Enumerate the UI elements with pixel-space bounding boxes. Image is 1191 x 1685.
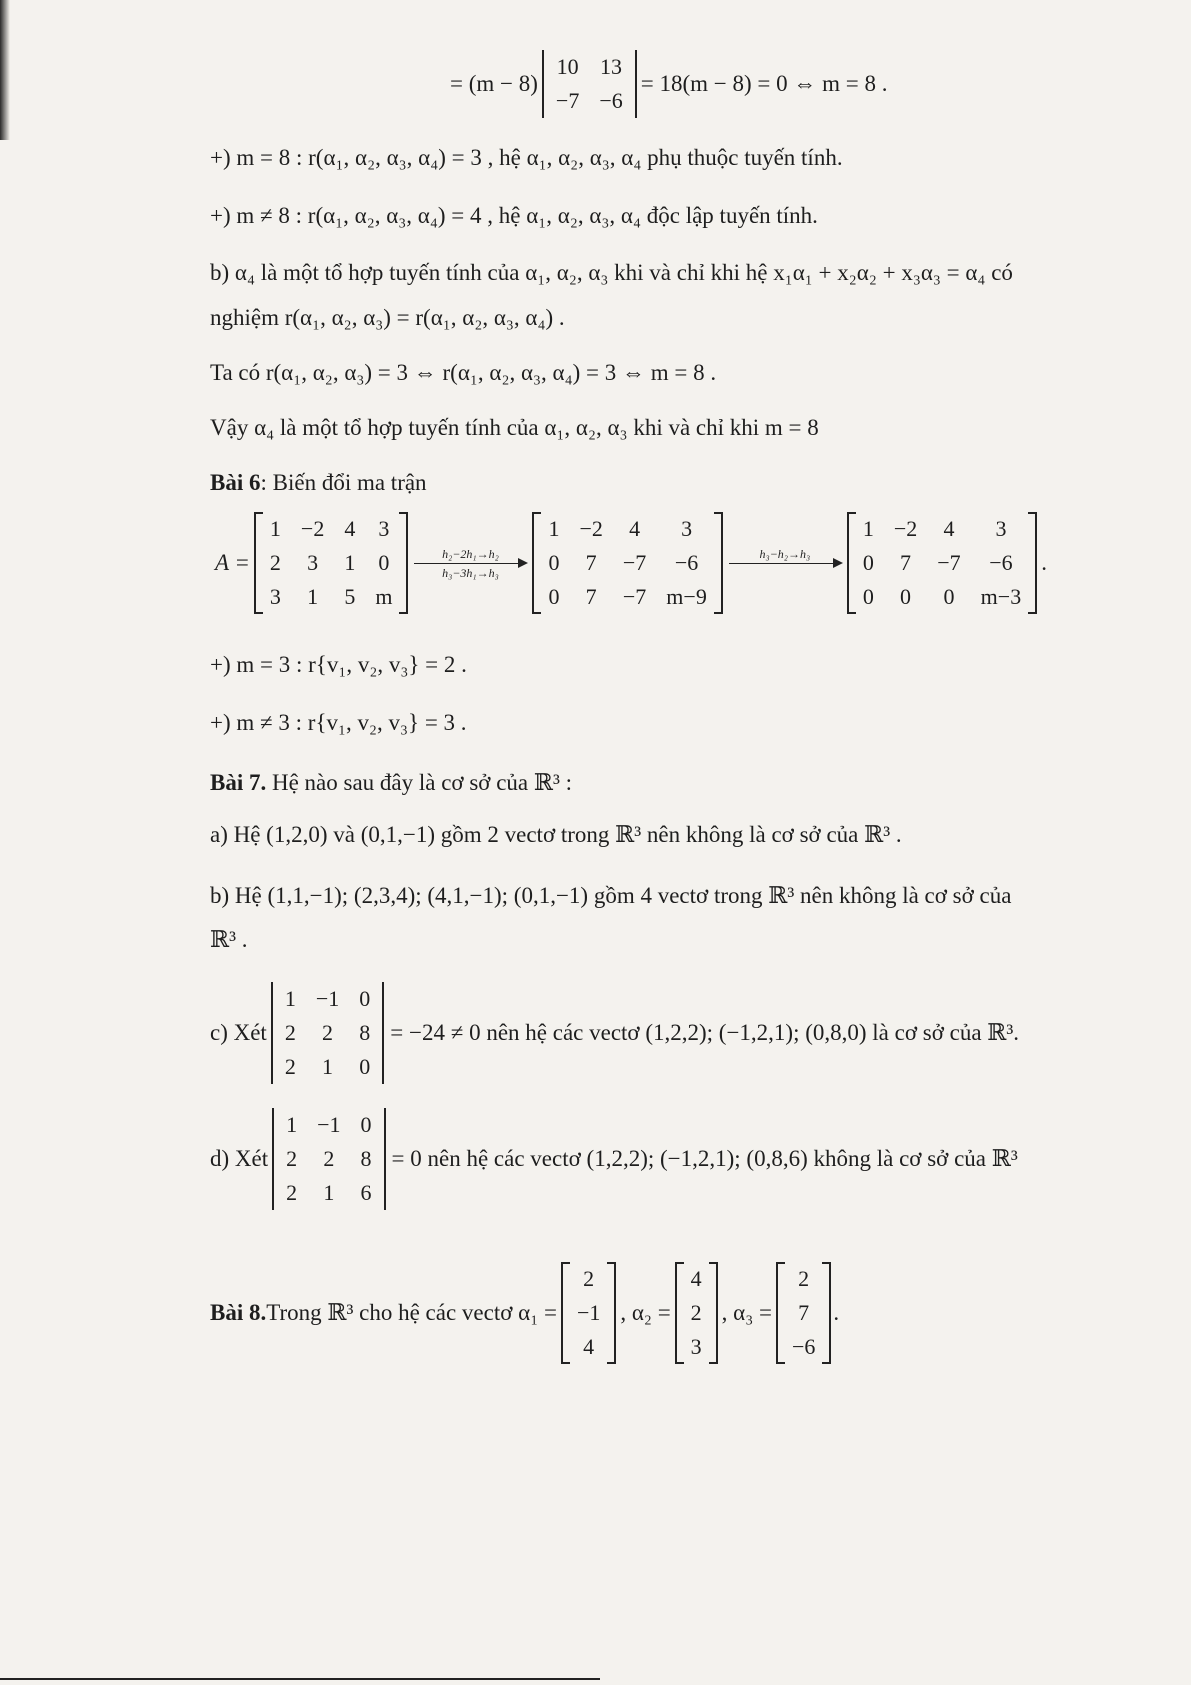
bai7-b: b) Hệ (1,1,−1); (2,3,4); (4,1,−1); (0,1,−1) gồm 4 vectơ trong ℝ³ nên không là cơ sở của xyxy=(210,883,1012,908)
matrix-row xyxy=(538,546,716,580)
bai7-title: Bài 7. xyxy=(210,770,267,795)
bai7-b-cont: ℝ³ . xyxy=(210,927,248,952)
matrix-cell: 8 xyxy=(359,1020,371,1045)
matrix-row xyxy=(782,1296,825,1330)
matrix-cell: 0 xyxy=(548,550,560,575)
matrix-a xyxy=(254,512,409,614)
matrix-cell: 7 xyxy=(585,584,597,609)
matrix-row xyxy=(260,512,403,546)
matrix-end-dot: . xyxy=(1041,550,1047,575)
matrix-cell: 7 xyxy=(585,550,597,575)
matrix-cell: 4 xyxy=(629,516,641,541)
arrow2-top-label: h₃−h₂→h₃ xyxy=(759,546,811,561)
matrix-cell: 7 xyxy=(798,1300,810,1325)
matrix-cell: 4 xyxy=(943,516,955,541)
bai6-title: Bài 6 xyxy=(210,470,261,495)
footer-rule xyxy=(0,1678,600,1680)
matrix-cell: 4 xyxy=(344,516,356,541)
bai8-end: . xyxy=(833,1300,840,1325)
matrix-cell: 0 xyxy=(359,1054,371,1079)
matrix-cell: 13 xyxy=(600,54,623,79)
matrix-cell: 1 xyxy=(323,1180,335,1205)
matrix-cell: 0 xyxy=(548,584,560,609)
bai7-text: Hệ nào sau đây là cơ sở của ℝ³ : xyxy=(266,770,573,795)
bai8-text: Trong ℝ³ cho hệ các vectơ α₁ = xyxy=(266,1300,557,1325)
matrix-row xyxy=(681,1262,712,1296)
matrix-cell: 3 xyxy=(681,516,693,541)
bai7-d xyxy=(210,1108,1018,1210)
matrix-cell: 2 xyxy=(690,1300,702,1325)
matrix-cell: 1 xyxy=(284,986,296,1011)
matrix-cell: −7 xyxy=(937,550,961,575)
matrix-cell: m xyxy=(375,584,393,609)
matrix-row xyxy=(275,1016,380,1050)
matrix-row xyxy=(782,1262,825,1296)
matrix-cell: 3 xyxy=(995,516,1007,541)
matrix-cell: 0 xyxy=(862,584,874,609)
matrix-cell: −6 xyxy=(674,550,699,575)
line-ta-co: Ta có r(α₁, α₂, α₃) = 3 ⇔ r(α₁, α₂, α₃, α₄) = 3 ⇔ m = 8 . xyxy=(210,360,717,385)
matrix-cell: 4 xyxy=(583,1334,595,1359)
matrix-row xyxy=(853,580,1031,614)
matrix-cell: 3 xyxy=(690,1334,702,1359)
matrix-cell: 2 xyxy=(284,1020,296,1045)
matrix-cell: −6 xyxy=(989,550,1013,575)
matrix-cell: −6 xyxy=(791,1334,816,1359)
matrix-cell: −7 xyxy=(622,550,647,575)
matrix-cell: −7 xyxy=(555,88,580,113)
matrix-step-3 xyxy=(847,512,1037,614)
det-c xyxy=(271,982,384,1084)
matrix-cell: 0 xyxy=(360,1112,372,1137)
line-conclusion: Vậy α₄ là một tổ hợp tuyến tính của α₁, α₂, α₃ khi và chỉ khi m = 8 xyxy=(210,415,819,440)
matrix-cell: 0 xyxy=(943,584,955,609)
matrix-row xyxy=(853,546,1031,580)
matrix-cell: 4 xyxy=(690,1266,702,1291)
matrix-row xyxy=(538,512,716,546)
det-d xyxy=(272,1108,385,1210)
matrix-row xyxy=(546,84,633,118)
matrix-cell: 1 xyxy=(862,516,874,541)
matrix-cell: −1 xyxy=(317,1112,341,1137)
line-determinant-m xyxy=(450,50,887,118)
matrix-cell: 3 xyxy=(307,550,319,575)
matrix-cell: 10 xyxy=(556,54,579,79)
bai7-a: a) Hệ (1,2,0) và (0,1,−1) gồm 2 vectơ trong ℝ³ nên không là cơ sở của ℝ³ . xyxy=(210,822,902,847)
bai8-sep2: , α₃ = xyxy=(721,1300,772,1325)
row-op-arrow-2 xyxy=(729,547,841,580)
bai6-heading xyxy=(210,468,427,498)
arrow1-top-label: h₂−2h₁→h₂ xyxy=(442,546,499,561)
matrix-cell: 1 xyxy=(548,516,560,541)
line-m-neq-3: +) m ≠ 3 : r{v₁, v₂, v₃} = 3 . xyxy=(210,710,467,735)
d-text: = 0 nên hệ các vectơ (1,2,2); (−1,2,1); (0,8,6) không là cơ sở của ℝ³ xyxy=(391,1146,1018,1171)
bai7-heading xyxy=(210,768,572,798)
matrix-cell: −6 xyxy=(599,88,623,113)
l1-left: = (m − 8) xyxy=(450,71,538,96)
matrix-cell: 1 xyxy=(322,1054,334,1079)
matrix-row xyxy=(276,1108,381,1142)
matrix-row xyxy=(275,982,380,1016)
matrix-cell: 5 xyxy=(344,584,356,609)
matrix-cell: −1 xyxy=(315,986,340,1011)
matrix-row xyxy=(853,512,1031,546)
line-m-eq-8: +) m = 8 : r(α₁, α₂, α₃, α₄) = 3 , hệ α₁, α₂, α₃, α₄ phụ thuộc tuyến tính. xyxy=(210,145,843,170)
matrix-cell: −2 xyxy=(300,516,325,541)
matrix-cell: 2 xyxy=(286,1180,298,1205)
line-b-statement: b) α₄ là một tổ hợp tuyến tính của α₁, α₂, α₃ khi và chỉ khi hệ x₁α₁ + x₂α₂ + x₃α₃ = α₄ có xyxy=(210,260,1013,285)
matrix-cell: 0 xyxy=(900,584,912,609)
bai6-text: : Biến đổi ma trận xyxy=(260,470,427,495)
arrow1-bottom-label: h₃−3h₁→h₃ xyxy=(442,565,499,580)
matrix-row xyxy=(567,1262,610,1296)
matrix-row xyxy=(276,1142,381,1176)
matrix-row xyxy=(260,580,403,614)
matrix-row xyxy=(276,1176,381,1210)
bai6-matrix-row xyxy=(215,512,1047,614)
vector-alpha-2 xyxy=(675,1262,718,1364)
matrix-step-2 xyxy=(532,512,722,614)
matrix-cell: 8 xyxy=(360,1146,372,1171)
line-b-condition: nghiệm r(α₁, α₂, α₃) = r(α₁, α₂, α₃, α₄) . xyxy=(210,305,565,330)
matrix-cell: −7 xyxy=(622,584,647,609)
line-m-neq-8: +) m ≠ 8 : r(α₁, α₂, α₃, α₄) = 4 , hệ α₁, α₂, α₃, α₄ độc lập tuyến tính. xyxy=(210,203,818,228)
matrix-row xyxy=(260,546,403,580)
matrix-row xyxy=(681,1330,712,1364)
matrix-cell: 1 xyxy=(269,516,281,541)
matrix-cell: 2 xyxy=(323,1146,335,1171)
matrix-cell: 3 xyxy=(378,516,390,541)
bai8-line xyxy=(210,1262,839,1364)
matrix-row xyxy=(275,1050,380,1084)
bai8-sep1: , α₂ = xyxy=(620,1300,671,1325)
row-op-arrow-1 xyxy=(414,547,526,580)
matrix-cell: 0 xyxy=(359,986,371,1011)
matrix-cell: 7 xyxy=(900,550,912,575)
matrix-cell: 2 xyxy=(583,1266,595,1291)
matrix-cell: 0 xyxy=(378,550,390,575)
vector-alpha-3 xyxy=(776,1262,831,1364)
bai8-title: Bài 8. xyxy=(210,1300,267,1325)
matrix-cell: 2 xyxy=(284,1054,296,1079)
bai7-c xyxy=(210,982,1019,1084)
matrix-cell: 1 xyxy=(307,584,319,609)
c-label: c) Xét xyxy=(210,1020,267,1045)
matrix-cell: −1 xyxy=(576,1300,601,1325)
d-label: d) Xét xyxy=(210,1146,269,1171)
matrix-row xyxy=(546,50,633,84)
matrix-cell: 2 xyxy=(286,1146,298,1171)
matrix-cell: −2 xyxy=(579,516,603,541)
matrix-cell: −2 xyxy=(893,516,918,541)
matrix-row xyxy=(538,580,716,614)
det-2x2 xyxy=(542,50,637,118)
matrix-row xyxy=(567,1330,610,1364)
scan-shadow xyxy=(0,0,10,140)
l1-right: = 18(m − 8) = 0 ⇔ m = 8 . xyxy=(640,71,888,96)
matrix-cell: 2 xyxy=(269,550,281,575)
matrix-cell: 3 xyxy=(269,584,281,609)
matrix-cell: 2 xyxy=(798,1266,810,1291)
matrix-cell: 1 xyxy=(286,1112,298,1137)
matrix-cell: 2 xyxy=(322,1020,334,1045)
matrix-cell: 6 xyxy=(360,1180,372,1205)
matrix-row xyxy=(681,1296,712,1330)
matrix-row xyxy=(782,1330,825,1364)
matrix-cell: m−9 xyxy=(666,584,707,609)
c-text: = −24 ≠ 0 nên hệ các vectơ (1,2,2); (−1,2,1); (0,8,0) là cơ sở của ℝ³. xyxy=(390,1020,1020,1045)
matrix-a-label: A = xyxy=(215,550,250,575)
matrix-row xyxy=(567,1296,610,1330)
matrix-cell: m−3 xyxy=(980,584,1022,609)
line-m-eq-3: +) m = 3 : r{v₁, v₂, v₃} = 2 . xyxy=(210,652,467,677)
vector-alpha-1 xyxy=(561,1262,616,1364)
matrix-cell: 1 xyxy=(344,550,356,575)
matrix-cell: 0 xyxy=(862,550,874,575)
